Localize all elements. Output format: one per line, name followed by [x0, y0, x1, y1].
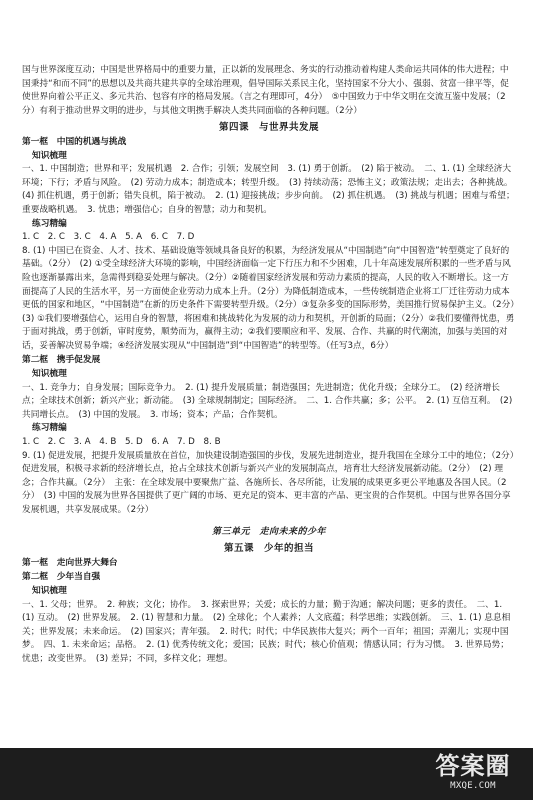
lesson4-frame2-knowledge-heading: 知识梳理 — [32, 369, 67, 380]
answer-page — [22, 64, 524, 667]
watermark-title: 答案圈 — [435, 752, 511, 780]
lesson4-title: 第四课 与世界共发展 — [218, 122, 319, 134]
site-watermark-logo — [423, 752, 523, 796]
lesson4-frame2-choice-answers: 1. C 2. C 3. A 4. B 5. D 6. A 7. D 8. B — [22, 437, 221, 448]
lesson4-frame1-practice-heading: 练习精编 — [32, 218, 67, 229]
lesson5-knowledge-heading: 知识梳理 — [32, 585, 67, 596]
lesson4-frame1-knowledge-heading: 知识梳理 — [32, 150, 67, 161]
lesson4-frame1-choice-answers: 1. C 2. C 3. C 4. A 5. A 6. C 7. D — [22, 232, 195, 243]
watermark-url: MXQE.COM — [450, 781, 496, 791]
lesson4-frame2-title: 第二框 携手促发展 — [22, 355, 101, 366]
lesson4-frame1-title: 第一框 中国的机遇与挑战 — [22, 136, 127, 147]
lesson5-frame1-title: 第一框 走向世界大舞台 — [22, 557, 118, 568]
lesson4-frame2-practice-heading: 练习精编 — [32, 423, 67, 434]
lesson5-title: 第五课 少年的担当 — [223, 543, 314, 555]
lesson5-knowledge-text: 一、1. 父母；世界。 2. 种族；文化；协作。 3. 探索世界；关爱；成长的力量；勤于沟通；解决问题；更多的责任。 二、1. (1) 互动。 (2) 世界发展。 2. (1) 智慧和力量。 (2) 全球化；个人素养；人文底蕴；科学思维；实践创新。 三、1. (1) 息息相关；世界发展；未来命运。 (2) 国家兴；青年强。 2. 时代；时代；中华民族伟大复兴；两个一百年；祖国；弄潮儿；实现中国梦。 四、1. 未来命运；品格。 2. (1) 优秀传统文化；爱国；民族；时代；核心价值观；情感认同；行为习惯。 3. 世界局势；忧患；改变世界。 (3) 差异；不同，多样文化；理想。 — [22, 599, 511, 664]
lesson5-frame2-title: 第二框 少年当自强 — [22, 572, 101, 583]
lesson4-frame1-knowledge-text: 一、1. 中国制造；世界和平；发展机遇 2. 合作；引领；发展空间 3. (1) 勇于创新。 (2) 陷于被动。 二、1. (1) 全球经济大环境；下行；矛盾与风险。 (2) 劳动力成本；制造成本；转型升级。 (3) 持续动荡；恐怖主义；政策法规；走出去；各种挑战。 (4) 抓住机遇，勇于创新；错失良机，陷于被动。 2. (1) 迎接挑战；步步向前。 (2) 抓住机遇。 (3) 挑战与机遇；困难与希望；重要战略机遇。 3. 忧患；增强信心；自身的智慧；动力和契机。 — [22, 164, 517, 215]
lesson4-frame2-knowledge-text: 一、1. 竞争力；自身发展；国际竞争力。 2. (1) 提升发展质量；制造强国；先进制造；优化升级；全球分工。 (2) 经济增长点；全球技术创新；新兴产业；新动能。 (3) 全球规制制定；国际经济。 二、1. 合作共赢；多；公平。 2. (1) 互信互利。 (2) 共同增长点。 (3) 中国的发展。 3. 市场；资本；产品；合作契机。 — [22, 382, 513, 420]
lesson4-frame1-q8-answer: 8. (1) 中国已在资金、人才、技术、基础设施等领域具备良好的积累，为经济发展从“中国制造”向“中国智造”转型奠定了良好的基础。（2分） (2) ①受全球经济大环境的影响，中国经济面临一定下行压力和不少困难，几十年高速发展所积累的一些矛盾与风险也逐渐暴露出来，急需得到稳妥处理与解决。（2分）②随着国家经济发展和劳动力素质的提高，人民的收入不断增长。这一方面提高了人民的生活水平，另一方面使企业劳动力成本上升。（2分）为降低制造成本，一些传统制造企业将工厂迁往劳动力成本更低的国家和地区，“中国制造”在新的历史条件下需要转型升级。（2分）③复杂多变的国际形势，美国推行贸易保护主义。（2分） (3) ①我们要增强信心，运用自身的智慧，将困难和挑战转化为发展的动力和契机，开创新的局面；（2分）②我们要懂得忧患，勇于面对挑战，勇于创新，审时度势，顺势而为，赢得主动；②我们要顺应和平、发展、合作、共赢的时代潮流，加强与美国的对话，妥善解决贸易争端；④经济发展实现从“中国制造”到“中国智造”的转型等。（任写3点，6分） — [22, 245, 524, 351]
intro-paragraph: 国与世界深度互动；中国是世界格局中的重要力量，正以新的发展理念、务实的行动推动着构建人类命运共同体的伟大进程；中国秉持“和而不同”的思想以及共商共建共享的全球治理观，倡导国际关系民主化，坚持国家不分大小、强弱、贫富一律平等，促使世界向着公平正义、多元共治、包容有序的格局发展。（言之有理即可，4分） ⑤中国致力于中华文明在交流互鉴中发展；（2分）有利于推动世界文明的进步，与其他文明携手解决人类共同面临的各种问题。（2分） — [22, 65, 509, 116]
unit3-title: 第三单元 走向未来的少年 — [211, 526, 326, 537]
lesson4-frame2-q9-answer: 9. (1) 促进发展，把提升发展质量放在首位，加快建设制造强国的步伐，发展先进制造业，提升我国在全球分工中的地位；（2分）促进发展，积极寻求新的经济增长点，抢占全球技术创新与新兴产业的发展制高点，培育壮大经济发展新动能。（2分） (2) 理念；合作共赢。（2分） 主张：在全球发展中要聚焦广益、各施所长、各尽所能，让发展的成果更多更公平地惠及各国人民。（2分） (3) 中国的发展为世界各国提供了更广阔的市场、更充足的资本、更丰富的产品、更宝贵的合作契机。中国与世界各国分享发展机遇，共享发展成果。（2分） — [22, 450, 515, 515]
